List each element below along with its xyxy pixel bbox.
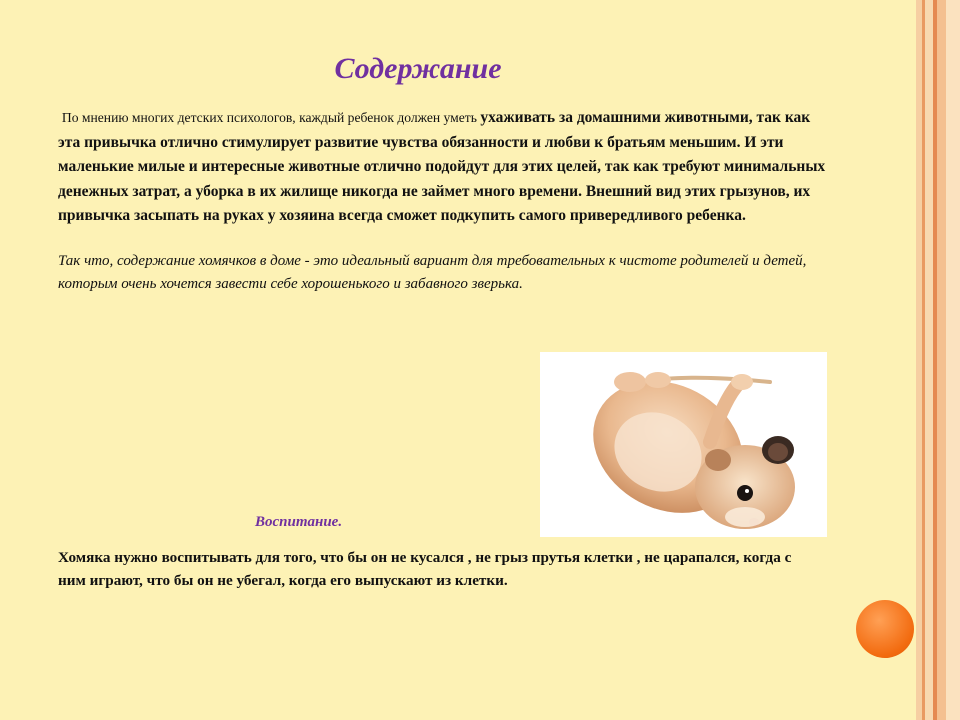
decorative-stripes [916, 0, 960, 720]
decorative-circle [856, 600, 914, 658]
paragraph-intro-lead: По мнению многих детских психологов, каждый ребенок должен уметь [61, 110, 481, 125]
page-title: Содержание [334, 52, 502, 85]
section-subtitle: Воспитание. [255, 514, 343, 530]
hamster-icon [540, 352, 827, 537]
paragraph-intro-main: ухаживать за домашними животными, так как эта привычка отлично стимулирует развитие чувства обязанности и любви к братьям меньшим. И эти маленькие милые и интересные животные отлично подойдут для этих целей, так как требуют минимальных денежных затрат, а уборка в их жилище никогда не займет много времени. Внешний вид этих грызунов, их привычка засыпать на руках у хозяина всегда сможет подкупить самого привередливого ребенка. [58, 109, 826, 224]
paragraph-intro [58, 106, 833, 229]
paragraph-conclusion: Так что, содержание хомячков в доме - это идеальный вариант для требовательных к чистоте родителей и детей, которым очень хочется завести себе хорошенького и забавного зверька. [58, 253, 807, 292]
paragraph-upbringing: Хомяка нужно воспитывать для того, что бы он не кусался , не грыз прутья клетки , не царапался, когда с ним играют, что бы он не убегал, когда его выпускают из клетки. [58, 549, 792, 589]
hamster-photo [540, 352, 827, 537]
